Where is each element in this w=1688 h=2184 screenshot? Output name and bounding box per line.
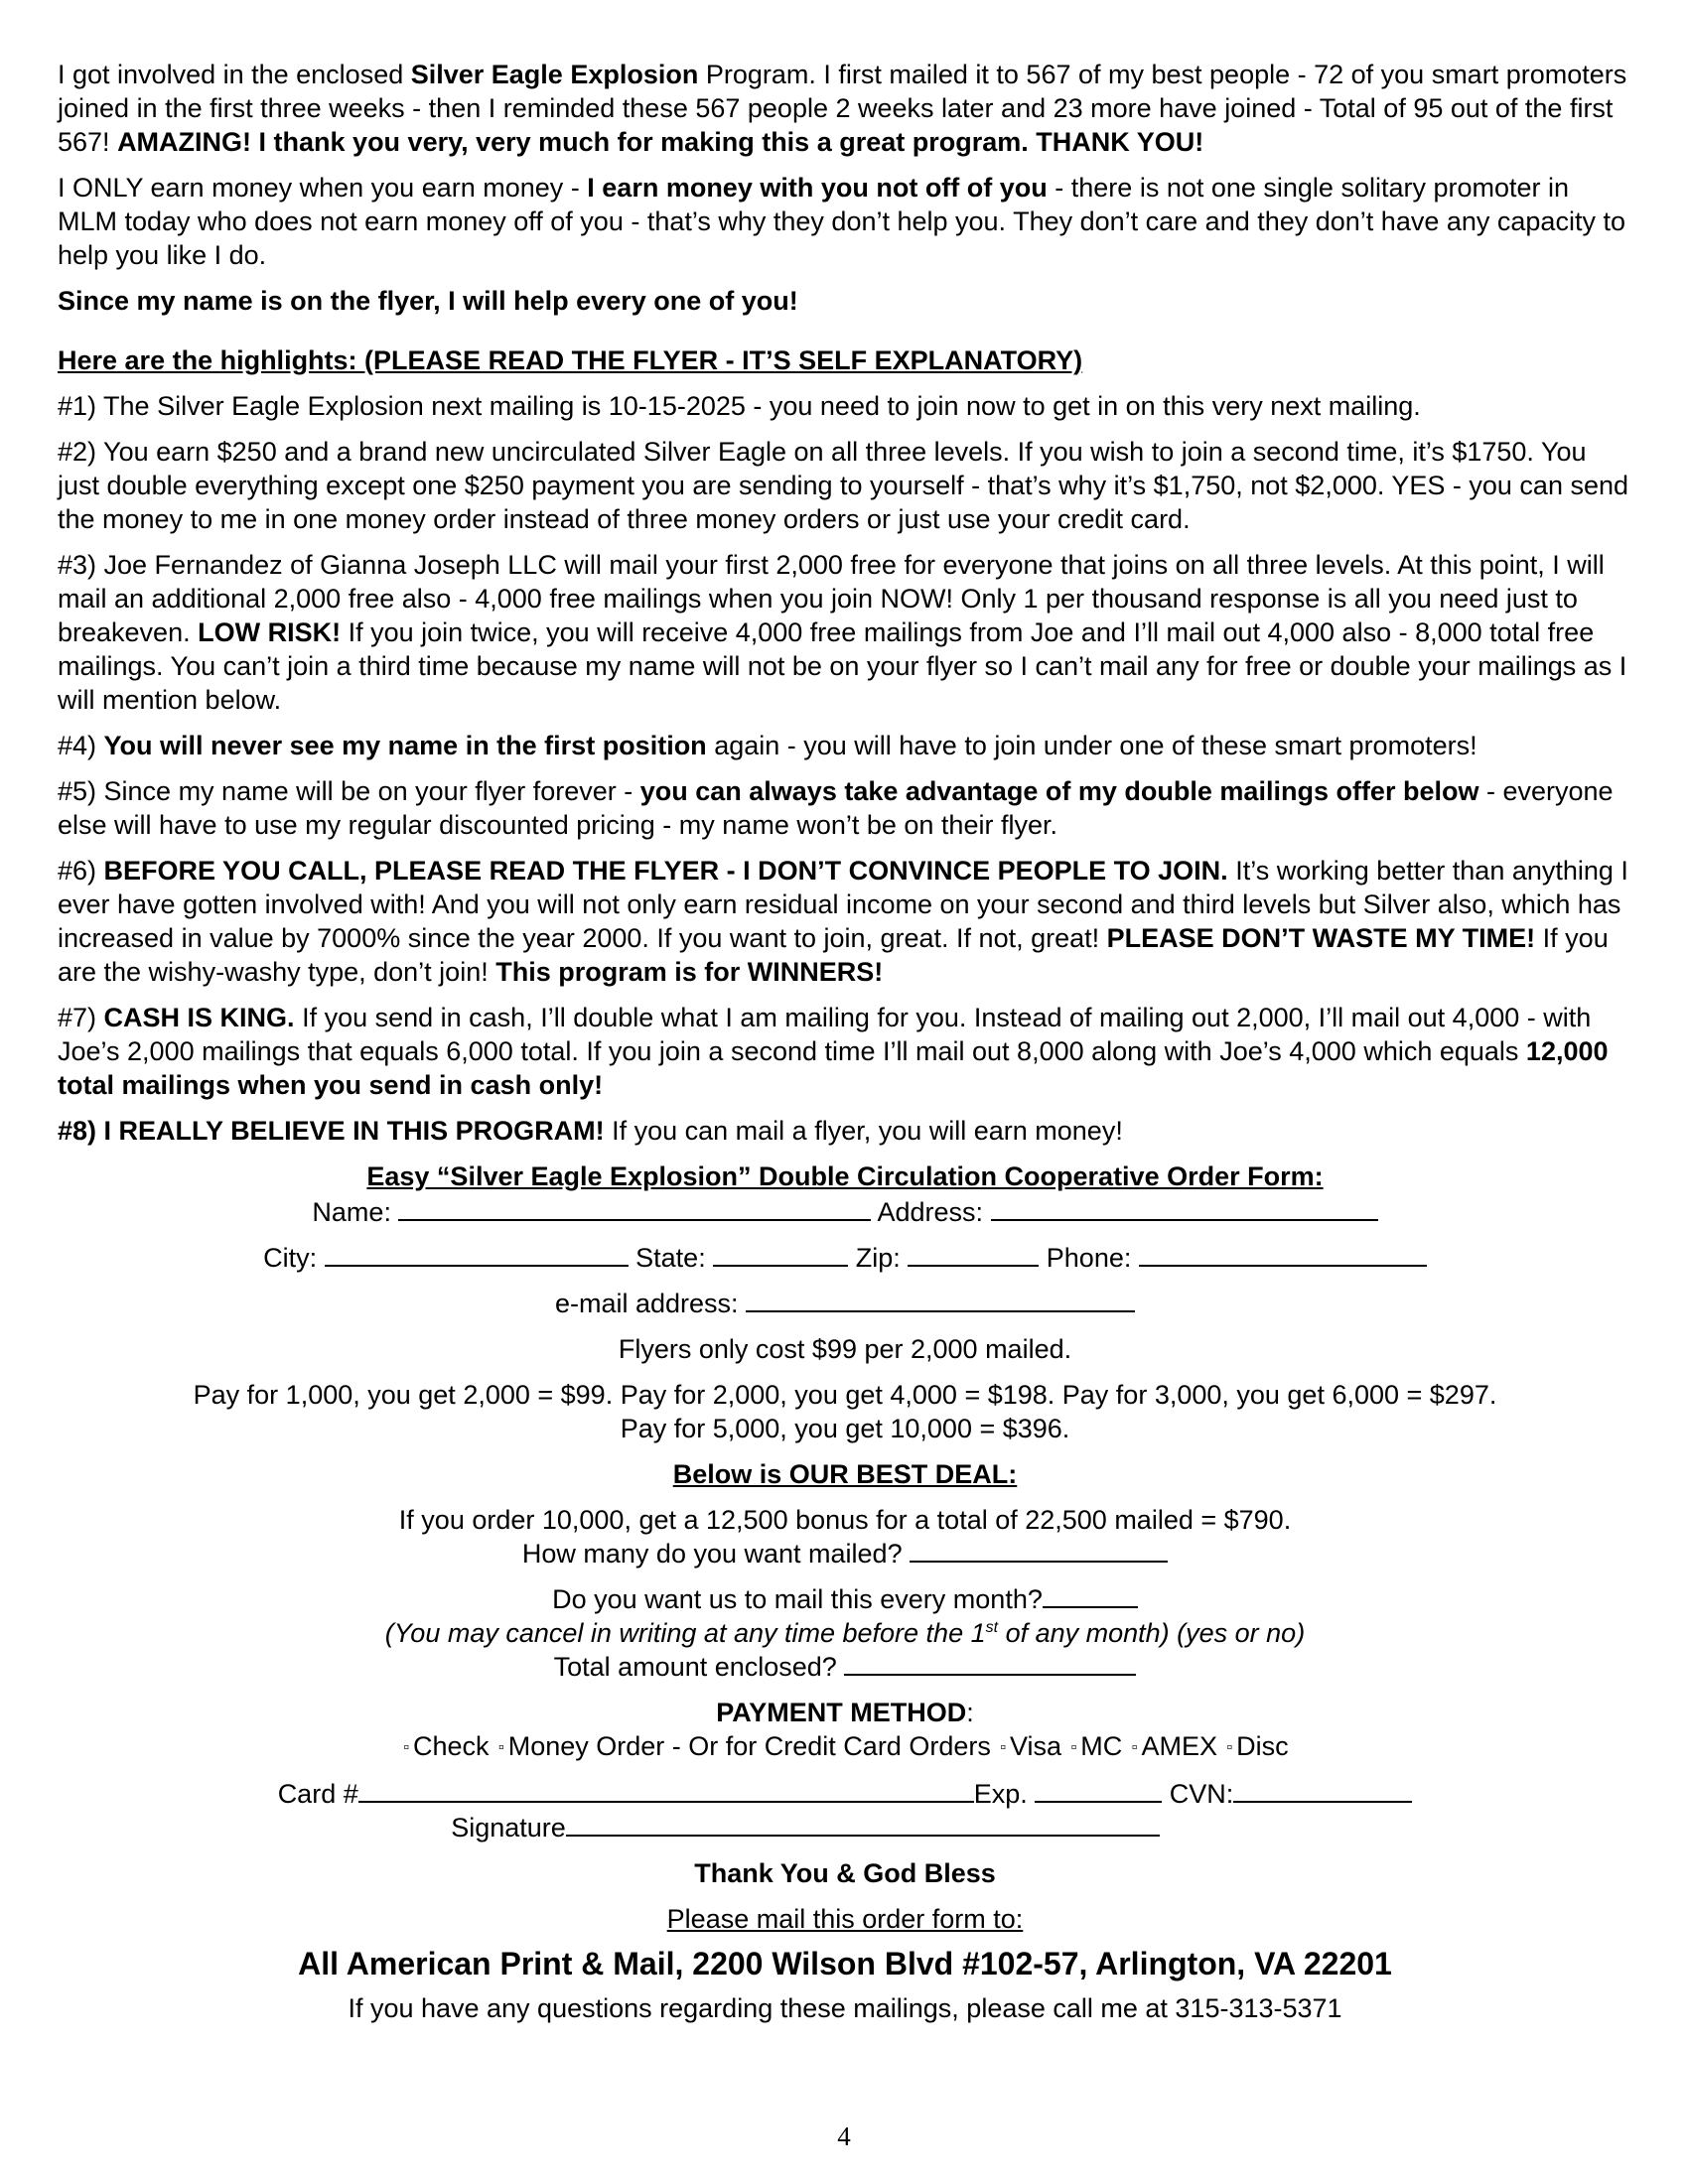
exp-label: Exp. bbox=[973, 1779, 1028, 1809]
address-field[interactable] bbox=[991, 1197, 1378, 1221]
intro-paragraph-2: I ONLY earn money when you earn money - I earn money with you not off of you - there is not one single solitary promoter in MLM today who does not earn money off of you - that’s why they don’t help you. They don’t care and they don’t have any capacity to help you like I do. bbox=[58, 173, 1625, 270]
phone-field[interactable] bbox=[1139, 1243, 1427, 1267]
mailing-address: All American Print & Mail, 2200 Wilson Blvd #102-57, Arlington, VA 22201 bbox=[298, 1946, 1392, 1981]
how-many-field[interactable] bbox=[910, 1539, 1168, 1563]
mail-to-line: Please mail this order form to: bbox=[666, 1904, 1024, 1934]
email-label: e-mail address: bbox=[554, 1289, 739, 1318]
card-row bbox=[58, 1777, 1632, 1811]
city-state-zip-phone-row bbox=[58, 1241, 1632, 1275]
signature-label: Signature bbox=[451, 1813, 566, 1843]
how-many-label: How many do you want mailed? bbox=[521, 1539, 903, 1569]
checkbox-icon: ▫ bbox=[1226, 1739, 1233, 1756]
total-field[interactable] bbox=[844, 1652, 1136, 1676]
card-number-field[interactable] bbox=[358, 1779, 974, 1803]
intro-paragraph-1: I got involved in the enclosed Silver Eagle Explosion Program. I first mailed it to 567 of my best people - 72 of you smart promoters joined in the first three weeks - then I reminded these 567 people 2 weeks later and 23 more have joined - Total of 95 out of the first 567! AMAZING! I thank you very, very much for making this a great program. THANK YOU! bbox=[58, 60, 1627, 157]
monthly-row bbox=[58, 1582, 1632, 1616]
total-label: Total amount enclosed? bbox=[553, 1652, 837, 1682]
page-number: 4 bbox=[837, 2121, 851, 2151]
monthly-field[interactable] bbox=[1043, 1584, 1138, 1608]
name-address-row bbox=[58, 1195, 1632, 1229]
checkbox-icon: ▫ bbox=[1000, 1739, 1007, 1756]
state-field[interactable] bbox=[713, 1243, 848, 1267]
highlight-6: #6) BEFORE YOU CALL, PLEASE READ THE FLYER - I DON’T CONVINCE PEOPLE TO JOIN. It’s working better than anything I ever have gotten involved with! And you will not only earn residual income on your second and third levels but Silver also, which has increased in value by 7000% since the year 2000. If you want to join, great. If not, great! PLEASE DON’T WASTE MY TIME! If you are the wishy-washy type, don’t join! This program is for WINNERS! bbox=[58, 856, 1628, 987]
best-deal-heading: Below is OUR BEST DEAL: bbox=[672, 1459, 1018, 1489]
checkbox-icon: ▫ bbox=[403, 1739, 409, 1756]
order-form-title: Easy “Silver Eagle Explosion” Double Circulation Cooperative Order Form: bbox=[366, 1161, 1324, 1191]
payment-option-money-order[interactable]: ▫ Money Order - Or for Credit Card Orders bbox=[498, 1731, 991, 1761]
checkbox-icon: ▫ bbox=[1070, 1739, 1077, 1756]
highlight-7: #7) CASH IS KING. If you send in cash, I’ll double what I am mailing for you. Instead of mailing out 2,000, I’ll mail out 4,000 - with Joe’s 2,000 mailings that equals 6,000 total. If you join a second time I’ll mail out 8,000 along with Joe’s 4,000 which equals 12,000 total mailings when you send in cash only! bbox=[58, 1003, 1609, 1100]
monthly-label: Do you want us to mail this every month? bbox=[552, 1584, 1043, 1614]
highlight-2: #2) You earn $250 and a brand new uncirculated Silver Eagle on all three levels. If you wish to join a second time, it’s $1750. You just double everything except one $250 payment you are sending to yourself - that’s why it’s $1,750, not $2,000. YES - you can send the money to me in one money order instead of three money orders or just use your credit card. bbox=[58, 437, 1629, 534]
questions-line: If you have any questions regarding these mailings, please call me at 315-313-5371 bbox=[348, 1993, 1342, 2023]
name-field[interactable] bbox=[398, 1197, 871, 1221]
city-label: City: bbox=[263, 1243, 318, 1273]
pricing-line-3: Pay for 5,000, you get 10,000 = $396. bbox=[620, 1414, 1070, 1443]
email-row bbox=[58, 1287, 1632, 1320]
total-row bbox=[58, 1650, 1632, 1684]
checkbox-icon: ▫ bbox=[1131, 1739, 1138, 1756]
highlight-1: #1) The Silver Eagle Explosion next mailing is 10-15-2025 - you need to join now to get in on this very next mailing. bbox=[58, 391, 1421, 421]
pricing-line-1: Flyers only cost $99 per 2,000 mailed. bbox=[618, 1334, 1072, 1364]
highlight-8: #8) I REALLY BELIEVE IN THIS PROGRAM! If you can mail a flyer, you will earn money! bbox=[58, 1116, 1123, 1146]
thanks-line: Thank You & God Bless bbox=[694, 1858, 996, 1888]
payment-option-mc[interactable]: ▫ MC bbox=[1070, 1731, 1123, 1761]
payment-option-visa[interactable]: ▫ Visa bbox=[1000, 1731, 1062, 1761]
pricing-line-2: Pay for 1,000, you get 2,000 = $99. Pay for 2,000, you get 4,000 = $198. Pay for 3,000, you get 6,000 = $297. bbox=[193, 1380, 1497, 1410]
card-label: Card # bbox=[277, 1779, 358, 1809]
highlights-heading: Here are the highlights: (PLEASE READ THE FLYER - IT’S SELF EXPLANATORY) bbox=[58, 345, 1083, 375]
zip-field[interactable] bbox=[908, 1243, 1039, 1267]
city-field[interactable] bbox=[325, 1243, 629, 1267]
highlight-4: #4) You will never see my name in the first position again - you will have to join under one of these smart promoters! bbox=[58, 731, 1477, 760]
payment-options-row bbox=[58, 1729, 1632, 1765]
signature-field[interactable] bbox=[566, 1813, 1160, 1837]
order-form bbox=[58, 1160, 1632, 2025]
document-page bbox=[58, 58, 1632, 2025]
cancel-note: (You may cancel in writing at any time before the 1st of any month) (yes or no) bbox=[384, 1618, 1306, 1648]
email-field[interactable] bbox=[746, 1289, 1135, 1312]
address-label: Address: bbox=[877, 1197, 984, 1227]
state-label: State: bbox=[635, 1243, 706, 1273]
highlight-5: #5) Since my name will be on your flyer forever - you can always take advantage of my double mailings offer below - everyone else will have to use my regular discounted pricing - my name won’t be on their flyer. bbox=[58, 776, 1614, 840]
how-many-row bbox=[58, 1537, 1632, 1570]
payment-option-amex[interactable]: ▫ AMEX bbox=[1131, 1731, 1217, 1761]
intro-paragraph-3: Since my name is on the flyer, I will help every one of you! bbox=[58, 286, 798, 316]
zip-label: Zip: bbox=[855, 1243, 901, 1273]
best-deal-text: If you order 10,000, get a 12,500 bonus for a total of 22,500 mailed = $790. bbox=[398, 1505, 1292, 1535]
payment-heading: PAYMENT METHOD: bbox=[716, 1698, 974, 1727]
name-label: Name: bbox=[312, 1197, 391, 1227]
payment-option-check[interactable]: ▫ Check bbox=[403, 1731, 490, 1761]
cvn-label: CVN: bbox=[1169, 1779, 1234, 1809]
signature-row bbox=[58, 1811, 1632, 1844]
phone-label: Phone: bbox=[1046, 1243, 1132, 1273]
cvn-field[interactable] bbox=[1233, 1779, 1412, 1803]
exp-field[interactable] bbox=[1035, 1779, 1162, 1803]
highlight-3: #3) Joe Fernandez of Gianna Joseph LLC will mail your first 2,000 free for everyone that joins on all three levels. At this point, I will mail an additional 2,000 free also - 4,000 free mailings when you join NOW! Only 1 per thousand response is all you need just to breakeven. LOW RISK! If you join twice, you will receive 4,000 free mailings from Joe and I’ll mail out 4,000 also - 8,000 total free mailings. You can’t join a third time because my name will not be on your flyer so I can’t mail any for free or double your mailings as I will mention below. bbox=[58, 550, 1627, 715]
checkbox-icon: ▫ bbox=[498, 1739, 504, 1756]
payment-option-disc[interactable]: ▫ Disc bbox=[1226, 1731, 1289, 1761]
